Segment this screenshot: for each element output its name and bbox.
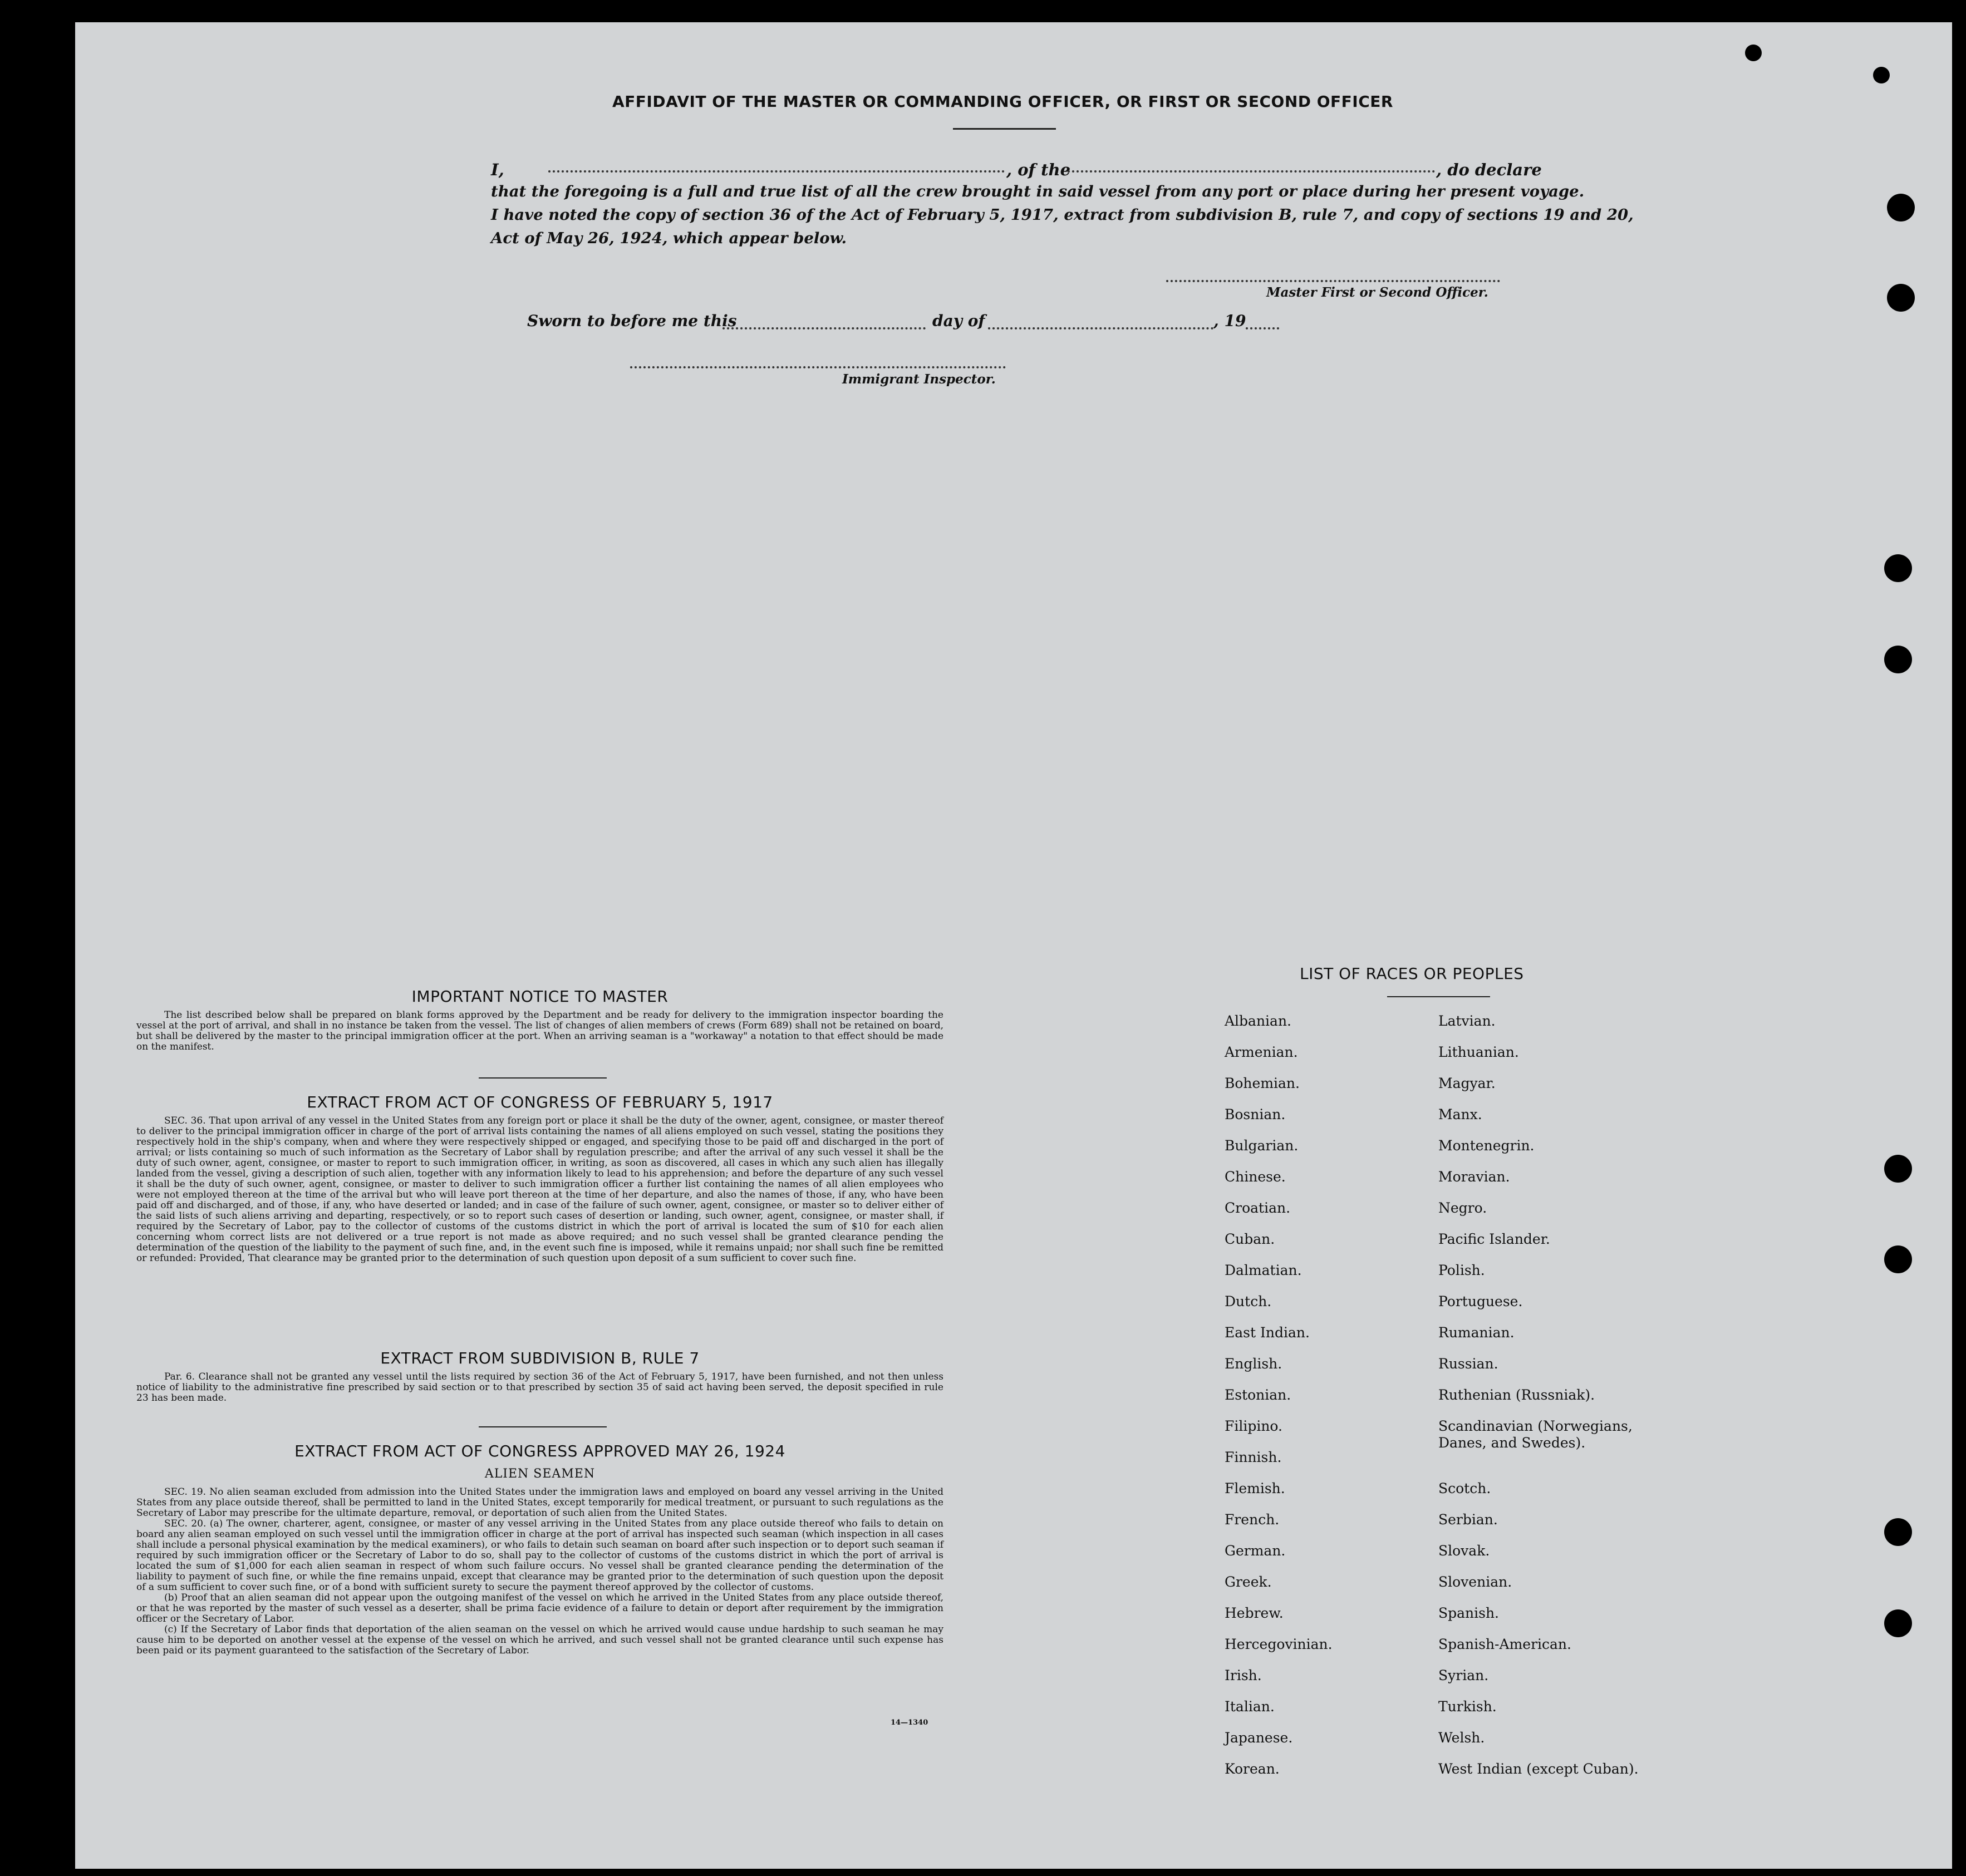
race-item: Croatian. xyxy=(1225,1200,1291,1216)
par6-paragraph: Par. 6. Clearance shall not be granted any vessel until the lists required by section 36 of the Act of February 5, 1917, have been furnished, and not then unless notice of liability to the administrative fine prescribed by said section or to that prescribed by section 35 of said act having been served, the deposit specified in rule 23 has been made. xyxy=(136,1371,943,1404)
race-item: Montenegrin. xyxy=(1438,1138,1535,1154)
sworn-year-field[interactable] xyxy=(1246,327,1279,329)
race-item: Russian. xyxy=(1438,1356,1498,1372)
year-prefix-label: , 19 xyxy=(1213,312,1246,330)
punch-hole xyxy=(1884,554,1912,582)
notice-heading: IMPORTANT NOTICE TO MASTER xyxy=(411,987,669,1006)
punch-hole xyxy=(1887,194,1915,221)
race-item: Estonian. xyxy=(1225,1387,1291,1403)
punch-hole xyxy=(1887,284,1915,312)
sec20a-paragraph: SEC. 20. (a) The owner, charterer, agent, consignee, or master of any vessel arriving in the United States from any place outside thereof who fails to detain on board any alien seaman employed on such vessel until the immigration officer in charge at the port of arrival has inspected such seaman (which inspection in all cases shall include a personal physical examination by the medical examiners), or who fails to detain such seaman on board after such inspection or to deport such seaman if required by such immigration officer or the Secretary of Labor to do so, shall pay to the collector of customs of the customs district in which the port of arrival is located the sum of $1,000 for each alien seaman in respect of whom such failure occurs. No vessel shall be granted clearance pending the determination of the liability to payment of such fine, or while the fine remains unpaid, except that clearance may be granted prior to the determination of such question upon the deposit of a sum sufficient to cover such fine, or of a bond with sufficient surety to secure the payment thereof approved by the collector of customs. xyxy=(136,1518,943,1593)
race-item: Scandinavian (Norwegians, Danes, and Swedes). xyxy=(1438,1418,1633,1451)
race-item: Japanese. xyxy=(1225,1730,1293,1746)
race-item: Irish. xyxy=(1225,1667,1262,1683)
notice-paragraph: The list described below shall be prepared on blank forms approved by the Department and be ready for delivery to the immigration inspector boarding the vessel at the port of arrival, and shall in no instance be taken from the vessel. The list of changes of alien members of crews (Form 689) shall not be retained on board, but shall be delivered by the master to the principal immigration officer at the port. When an arriving seaman is a "workaway" a notation to that effect should be made on the manifest. xyxy=(136,1010,943,1052)
alien-seamen-subheading: ALIEN SEAMEN xyxy=(484,1467,596,1481)
race-item: Finnish. xyxy=(1225,1449,1282,1465)
inspector-label: Immigrant Inspector. xyxy=(842,372,996,387)
sworn-day-field[interactable] xyxy=(722,327,926,329)
race-item: Italian. xyxy=(1225,1698,1275,1715)
sec36-paragraph: SEC. 36. That upon arrival of any vessel in the United States from any foreign port or place it shall be the duty of the owner, agent, consignee, or master thereof to deliver to the principal immigration officer in charge of the port of arrival lists containing the names of all aliens employed on such vessel, stating the positions they respectively hold in the ship's company, when and where they were respectively shipped or engaged, and specifying those to be paid off and discharged in the port of arrival; or lists containing so much of such information as the Secretary of Labor shall by regulation prescribe; and after the arrival of any such vessel it shall be the duty of such owner, agent, consignee, or master to report to such immigration officer, in writing, as soon as discovered, all cases in which any such alien has illegally landed from the vessel, giving a description of such alien, together with any information likely to lead to his apprehension; and before the departure of any such vessel it shall be the duty of such owner, agent, consignee, or master to deliver to such immigration officer a further list containing the names of all alien employees who were not employed thereon at the time of the arrival but who will leave port thereon at the time of her departure, and also the names of those, if any, who have been paid off and discharged, and of those, if any, who have deserted or landed; and in case of the failure of such owner, agent, consignee, or master so to deliver either of the said lists of such aliens arriving and departing, respectively, or so to report such cases of desertion or landing, such owner, agent, consignee, or master shall, if required by the Secretary of Labor, pay to the collector of customs of the customs district in which the port of arrival is located the sum of $10 for each alien concerning whom correct lists are not delivered or a true report is not made as above required; and no such vessel shall be granted clearance pending the determination of the question of the liability to the payment of such fine, and, in the event such fine is imposed, while it remains unpaid; nor shall such fine be remitted or refunded: Provided, That clearance may be granted prior to the determination of such question upon deposit of a sum sufficient to cover such fine. xyxy=(136,1115,944,1264)
vessel-field[interactable] xyxy=(1068,170,1435,173)
master-signature-line[interactable] xyxy=(1166,280,1500,282)
race-item: Lithuanian. xyxy=(1438,1044,1519,1060)
inspector-signature-line[interactable] xyxy=(630,366,1006,368)
race-item: Flemish. xyxy=(1225,1480,1285,1496)
race-item: Bulgarian. xyxy=(1225,1138,1299,1154)
punch-hole xyxy=(1884,1155,1912,1183)
sec20c-paragraph: (c) If the Secretary of Labor finds that deportation of the alien seaman on the vessel on which he arrived would cause undue hardship to such seaman he may cause him to be deported on another vessel at the expense of the vessel on which he arrived, and such vessel shall not be granted clearance until such expense has been paid or its payment guaranteed to the satisfaction of the Secretary of Labor. xyxy=(136,1624,943,1656)
affidavit-of-the-label: , of the xyxy=(1006,160,1071,179)
sec19-paragraph: SEC. 19. No alien seaman excluded from admission into the United States under the immigration laws and employed on board any vessel arriving in the United States from any place outside thereof, shall be permitted to land in the United States, except temporarily for medical treatment, or pursuant to such regulations as the Secretary of Labor may prescribe for the ultimate departure, removal, or deportation of such alien from the United States. xyxy=(136,1486,943,1519)
races-underline xyxy=(1387,996,1490,997)
race-item: East Indian. xyxy=(1225,1324,1310,1341)
extract-1917-heading: EXTRACT FROM ACT OF CONGRESS OF FEBRUARY 5, 1917 xyxy=(307,1093,773,1111)
race-item: Scotch. xyxy=(1438,1480,1491,1496)
extract-1924-heading: EXTRACT FROM ACT OF CONGRESS APPROVED MAY 26, 1924 xyxy=(294,1442,785,1460)
race-item: West Indian (except Cuban). xyxy=(1438,1761,1639,1777)
race-item: Slovak. xyxy=(1438,1543,1490,1559)
sworn-label: Sworn to before me this xyxy=(527,312,737,330)
race-item: Polish. xyxy=(1438,1262,1485,1278)
form-number: 14—1340 xyxy=(891,1719,928,1727)
title-underline xyxy=(953,128,1056,130)
race-item: Korean. xyxy=(1225,1761,1280,1777)
affidavit-do-declare-label: , do declare xyxy=(1436,160,1542,179)
race-item: Bohemian. xyxy=(1225,1075,1300,1091)
rule7-heading: EXTRACT FROM SUBDIVISION B, RULE 7 xyxy=(380,1349,700,1367)
race-item: French. xyxy=(1225,1511,1280,1528)
race-item: Welsh. xyxy=(1438,1730,1485,1746)
sworn-month-field[interactable] xyxy=(988,327,1213,329)
race-item: Turkish. xyxy=(1438,1698,1497,1715)
race-item: Magyar. xyxy=(1438,1075,1496,1091)
notice-text xyxy=(136,1010,943,1052)
affidavit-i-label: I, xyxy=(491,160,504,179)
affidavit-line-4: Act of May 26, 1924, which appear below. xyxy=(491,229,847,247)
punch-hole xyxy=(1884,646,1912,673)
race-item: Latvian. xyxy=(1438,1013,1496,1029)
race-item: Chinese. xyxy=(1225,1169,1286,1185)
affidavit-title: AFFIDAVIT OF THE MASTER OR COMMANDING OFFICER, OR FIRST OR SECOND OFFICER xyxy=(612,92,1393,111)
divider xyxy=(479,1426,607,1427)
race-item: Negro. xyxy=(1438,1200,1487,1216)
rule7-text xyxy=(136,1372,943,1404)
race-item: Dalmatian. xyxy=(1225,1262,1302,1278)
race-item: Bosnian. xyxy=(1225,1106,1286,1122)
punch-hole xyxy=(1884,1518,1912,1546)
race-item: Cuban. xyxy=(1225,1231,1275,1247)
extract-1924-text xyxy=(136,1487,943,1656)
race-item: Hercegovinian. xyxy=(1225,1636,1333,1652)
race-item: Ruthenian (Russniak). xyxy=(1438,1387,1595,1403)
race-item: Manx. xyxy=(1438,1106,1482,1122)
race-item: Slovenian. xyxy=(1438,1574,1512,1590)
extract-1917-text xyxy=(136,1116,943,1264)
race-item: Albanian. xyxy=(1225,1013,1292,1029)
races-heading: LIST OF RACES OR PEOPLES xyxy=(1300,964,1524,983)
divider xyxy=(479,1077,607,1079)
race-item: Serbian. xyxy=(1438,1511,1498,1528)
punch-hole xyxy=(1884,1245,1912,1273)
race-item: Syrian. xyxy=(1438,1667,1489,1683)
race-item: English. xyxy=(1225,1356,1282,1372)
punch-hole xyxy=(1745,45,1762,61)
punch-hole xyxy=(1873,67,1890,83)
race-item: Portuguese. xyxy=(1438,1293,1523,1309)
affidavit-line-2: that the foregoing is a full and true list of all the crew brought in said vessel from any port or place during her present voyage. xyxy=(491,183,1585,200)
day-of-label: day of xyxy=(932,312,985,330)
race-item: German. xyxy=(1225,1543,1286,1559)
affidavit-line-3: I have noted the copy of section 36 of the Act of February 5, 1917, extract from subdivision B, rule 7, and copy of sections 19 and 20, xyxy=(491,206,1634,224)
name-field[interactable] xyxy=(548,170,1005,173)
punch-hole xyxy=(1884,1609,1912,1637)
race-item: Moravian. xyxy=(1438,1169,1510,1185)
race-item: Spanish. xyxy=(1438,1605,1500,1621)
race-item: Filipino. xyxy=(1225,1418,1282,1434)
race-item: Rumanian. xyxy=(1438,1324,1515,1341)
race-item: Armenian. xyxy=(1225,1044,1298,1060)
race-item: Spanish-American. xyxy=(1438,1636,1571,1652)
race-item: Greek. xyxy=(1225,1574,1272,1590)
race-item: Hebrew. xyxy=(1225,1605,1284,1621)
race-item: Dutch. xyxy=(1225,1293,1272,1309)
race-item: Pacific Islander. xyxy=(1438,1231,1550,1247)
master-signature-label: Master First or Second Officer. xyxy=(1266,285,1488,300)
sec20b-paragraph: (b) Proof that an alien seaman did not appear upon the outgoing manifest of the vessel on which he arrived in the United States from any place outside thereof, or that he was reported by the master of such vessel as a deserter, shall be prima facie evidence of a failure to detain or deport after requirement by the immigration officer or the Secretary of Labor. xyxy=(136,1592,943,1624)
